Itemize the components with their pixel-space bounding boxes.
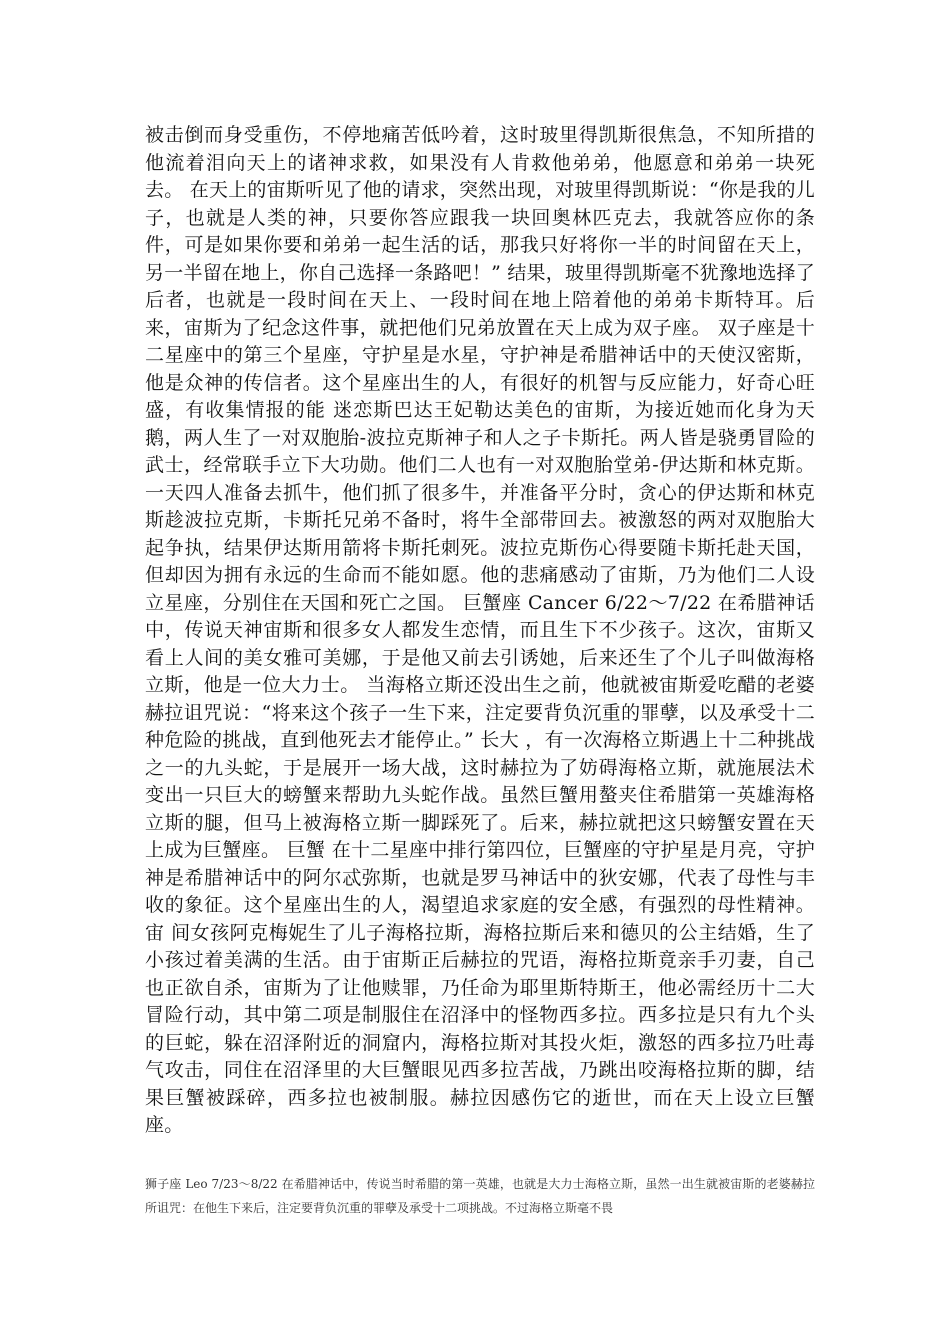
- small-paragraph: 狮子座 Leo 7/23～8/22 在希腊神话中，传说当时希腊的第一英雄，也就是大力士海格立斯，虽然一出生就被宙斯的老婆赫拉所诅咒：在他生下来后，注定要背负沉重的罪孽及承受十二项挑战。不过海格立斯毫不畏: [145, 1177, 815, 1215]
- main-paragraph: 被击倒而身受重伤，不停地痛苦低吟着，这时玻里得凯斯很焦急，不知所措的他流着泪向天上的诸神求救，如果没有人肯救他弟弟，他愿意和弟弟一块死去。 在天上的宙斯听见了他的请求，突然出现，对玻里得凯斯说：“你是我的儿子，也就是人类的神，只要你答应跟我一块回奥林匹克去，我就答应你的条件，可是如果你要和弟弟一起生活的话，那我只好将你一半的时间留在天上，另一半留在地上，你自己选择一条路吧！” 结果，玻里得凯斯毫不犹豫地选择了后者，也就是一段时间在天上、一段时间在地上陪着他的弟弟卡斯特耳。后来，宙斯为了纪念这件事，就把他们兄弟放置在天上成为双子座。 双子座是十二星座中的第三个星座，守护星是水星，守护神是希腊神话中的天使汉密斯，他是众神的传信者。这个星座出生的人，有很好的机智与反应能力，好奇心旺盛，有收集情报的能 迷恋斯巴达王妃勒达美色的宙斯，为接近她而化身为天鹅，两人生了一对双胞胎-波拉克斯神子和人之子卡斯托。两人皆是骁勇冒险的武士，经常联手立下大功勋。他们二人也有一对双胞胎堂弟-伊达斯和林克斯。一天四人准备去抓牛，他们抓了很多牛，并准备平分时，贪心的伊达斯和林克斯趁波拉克斯，卡斯托兄弟不备时，将牛全部带回去。被激怒的两对双胞胎大起争执，结果伊达斯用箭将卡斯托刺死。波拉克斯伤心得要随卡斯托赴天国，但却因为拥有永远的生命而不能如愿。他的悲痛感动了宙斯，乃为他们二人设立星座，分别住在天国和死亡之国。 巨蟹座 Cancer 6/22～7/22 在希腊神话中，传说天神宙斯和很多女人都发生恋情，而且生下不少孩子。这次，宙斯又看上人间的美女雅可美娜，于是他又前去引诱她，后来还生了个儿子叫做海格立斯，他是一位大力士。 当海格立斯还没出生之前，他就被宙斯爱吃醋的老婆赫拉诅咒说：“将来这个孩子一生下来，注定要背负沉重的罪孽，以及承受十二种危险的挑战，直到他死去才能停止。” 长大 ，有一次海格立斯遇上十二种挑战之一的九头蛇，于是展开一场大战，这时赫拉为了妨碍海格立斯，就施展法术变出一只巨大的螃蟹来帮助九头蛇作战。虽然巨蟹用螯夹住希腊第一英雄海格立斯的腿，但马上被海格立斯一脚踩死了。后来，赫拉就把这只螃蟹安置在天上成为巨蟹座。 巨蟹 在十二星座中排行第四位，巨蟹座的守护星是月亮，守护神是希腊神话中的阿尔忒弥斯，也就是罗马神话中的狄安娜，代表了母性与丰收的象征。这个星座出生的人，渴望追求家庭的安全感，有强烈的母性精神。 宙 间女孩阿克梅妮生了儿子海格拉斯，海格拉斯后来和德贝的公主结婚，生了小孩过着美满的生活。由于宙斯正后赫拉的咒语，海格拉斯竟亲手刃妻，自己也正欲自杀，宙斯为了让他赎罪，乃任命为耶里斯特斯王，他必需经历十二大冒险行动，其中第二项是制服住在沼泽中的怪物西多拉。西多拉是只有九个头的巨蛇，躲在沼泽附近的洞窟内，海格拉斯对其投火炬，激怒的西多拉乃吐毒气攻击，同住在沼泽里的大巨蟹眼见西多拉苦战，乃跳出咬海格拉斯的脚，结果巨蟹被踩碎，西多拉也被制服。赫拉因感伤它的逝世，而在天上设立巨蟹座。: [145, 124, 815, 1136]
